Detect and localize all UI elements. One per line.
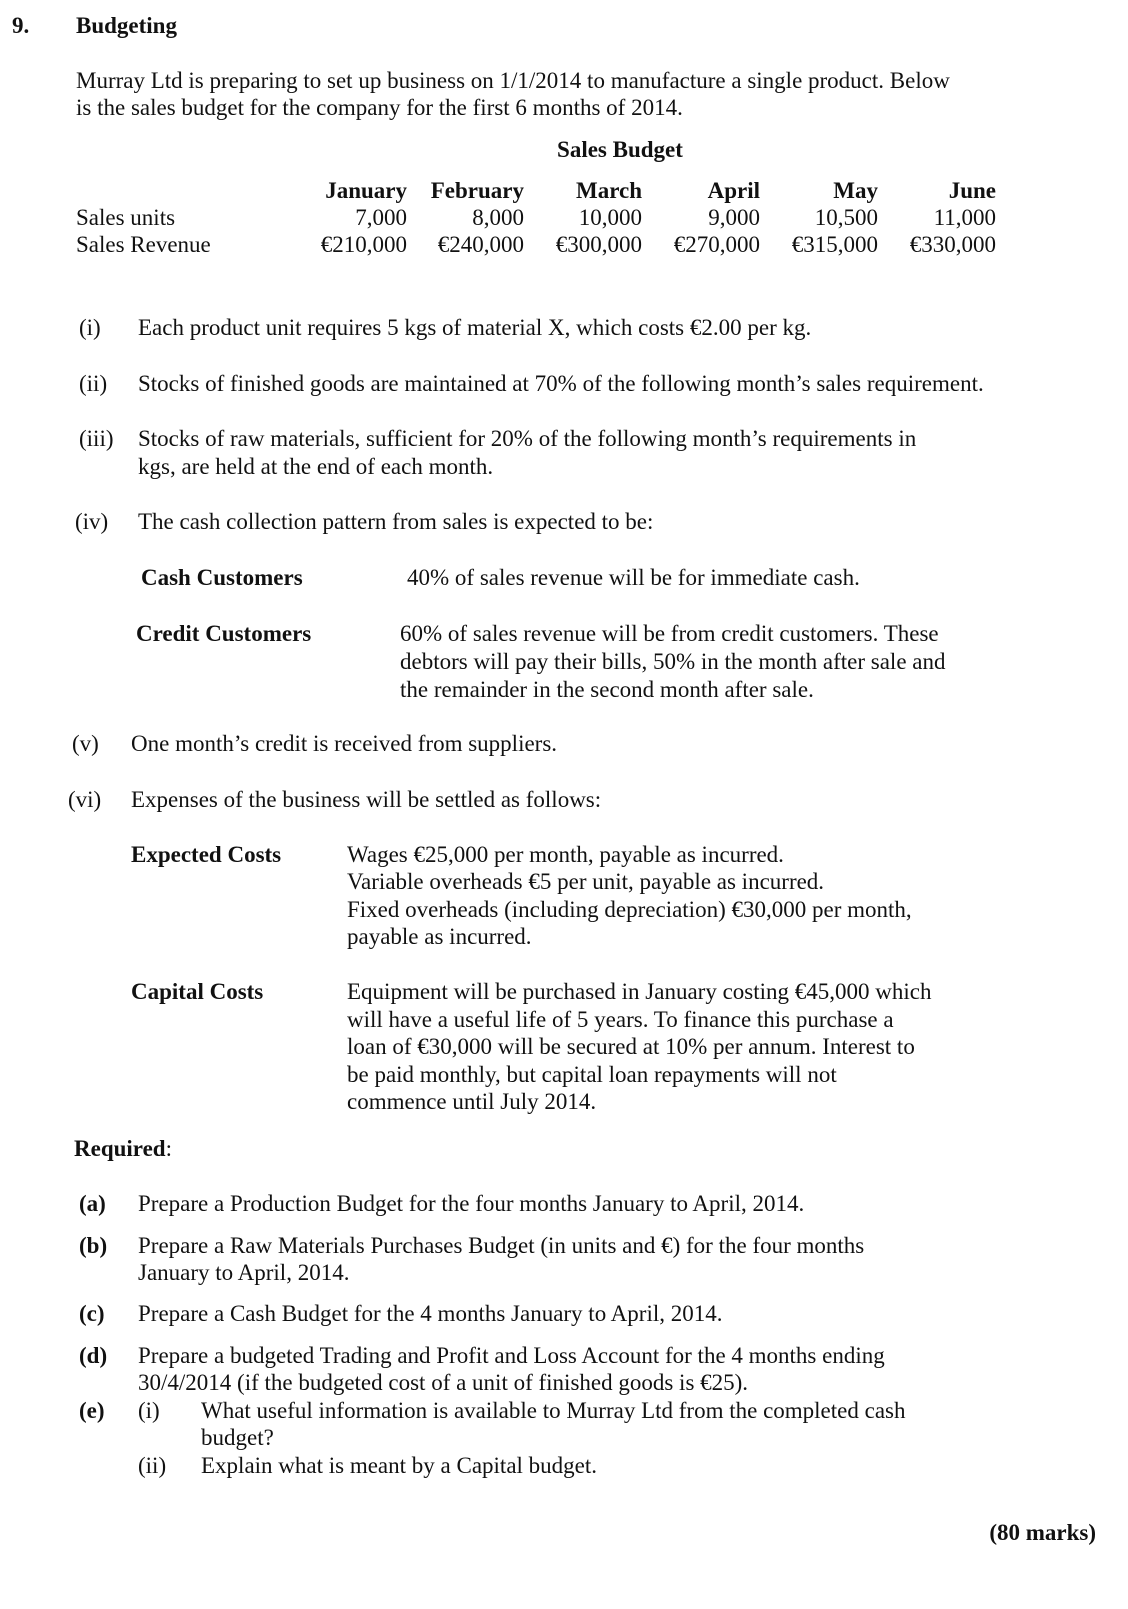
- table-cell: €240,000: [437, 232, 524, 257]
- sales-budget-title: Sales Budget: [557, 137, 683, 162]
- required-item-text: Prepare a Raw Materials Purchases Budget (in units and €) for the four months: [138, 1233, 865, 1258]
- required-item-text: 30/4/2014 (if the budgeted cost of a unit of finished goods is €25).: [138, 1370, 749, 1395]
- required-item-label: (e): [79, 1398, 105, 1423]
- credit-customers-label: Credit Customers: [136, 621, 312, 646]
- credit-customers-text: 60% of sales revenue will be from credit customers. These: [400, 621, 939, 646]
- intro-line-2: is the sales budget for the company for the first 6 months of 2014.: [76, 95, 683, 120]
- required-heading-colon: :: [165, 1136, 172, 1161]
- month-header: April: [707, 178, 760, 203]
- required-subitem-text: Explain what is meant by a Capital budget.: [201, 1453, 598, 1478]
- month-header: May: [833, 178, 878, 203]
- capital-costs-text: Equipment will be purchased in January costing €45,000 which: [347, 979, 932, 1004]
- capital-costs-text: will have a useful life of 5 years. To finance this purchase a: [347, 1007, 894, 1032]
- table-cell: 9,000: [708, 205, 760, 230]
- note-label: (ii): [79, 371, 108, 396]
- required-item-text: Prepare a Production Budget for the four months January to April, 2014.: [138, 1191, 805, 1216]
- required-item-text: Prepare a Cash Budget for the 4 months January to April, 2014.: [138, 1301, 723, 1326]
- note-text: Stocks of finished goods are maintained at 70% of the following month’s sales requirement.: [138, 371, 984, 396]
- table-cell: 10,000: [578, 205, 642, 230]
- note-label: (iv): [75, 509, 109, 534]
- expected-costs-text: Variable overheads €5 per unit, payable as incurred.: [347, 869, 825, 894]
- cash-customers-label: Cash Customers: [141, 565, 303, 590]
- note-text: Expenses of the business will be settled as follows:: [131, 787, 602, 812]
- required-heading-text: Required: [74, 1136, 166, 1161]
- credit-customers-text: debtors will pay their bills, 50% in the month after sale and: [400, 649, 946, 674]
- note-label: (vi): [68, 787, 102, 812]
- month-header: January: [325, 178, 407, 203]
- required-item-text: January to April, 2014.: [138, 1260, 350, 1285]
- question-number: 9.: [12, 13, 30, 38]
- required-item-label: (c): [79, 1301, 105, 1326]
- note-label: (i): [79, 315, 101, 340]
- table-cell: €210,000: [320, 232, 407, 257]
- credit-customers-text: the remainder in the second month after sale.: [400, 677, 814, 702]
- capital-costs-text: be paid monthly, but capital loan repayments will not: [347, 1062, 837, 1087]
- note-text: kgs, are held at the end of each month.: [138, 454, 494, 479]
- table-cell: €270,000: [673, 232, 760, 257]
- note-text: Each product unit requires 5 kgs of material X, which costs €2.00 per kg.: [138, 315, 812, 340]
- note-text: One month’s credit is received from suppliers.: [131, 731, 558, 756]
- marks: (80 marks): [989, 1520, 1096, 1545]
- capital-costs-label: Capital Costs: [131, 979, 264, 1004]
- required-subitem-text: What useful information is available to Murray Ltd from the completed cash: [201, 1398, 906, 1423]
- table-cell: €315,000: [791, 232, 878, 257]
- table-cell: 8,000: [472, 205, 524, 230]
- note-text: Stocks of raw materials, sufficient for 20% of the following month’s requirements in: [138, 426, 917, 451]
- capital-costs-text: loan of €30,000 will be secured at 10% per annum. Interest to: [347, 1034, 915, 1059]
- month-header: March: [575, 178, 642, 203]
- cash-customers-text: 40% of sales revenue will be for immediate cash.: [407, 565, 860, 590]
- table-cell: €330,000: [909, 232, 996, 257]
- intro-line-1: Murray Ltd is preparing to set up business on 1/1/2014 to manufacture a single product. Below: [76, 68, 950, 93]
- table-cell: 7,000: [355, 205, 407, 230]
- month-header: February: [430, 178, 524, 203]
- note-label: (v): [72, 731, 99, 756]
- row-label-sales-units: Sales units: [76, 205, 176, 230]
- table-cell: €300,000: [555, 232, 642, 257]
- required-subitem-text: budget?: [201, 1425, 274, 1450]
- required-item-label: (a): [79, 1191, 106, 1216]
- expected-costs-label: Expected Costs: [131, 842, 282, 867]
- required-subitem-label: (i): [138, 1398, 160, 1423]
- capital-costs-text: commence until July 2014.: [347, 1089, 597, 1114]
- month-header: June: [948, 178, 996, 203]
- row-label-sales-revenue: Sales Revenue: [76, 232, 211, 257]
- table-cell: 11,000: [933, 205, 996, 230]
- note-label: (iii): [79, 426, 114, 451]
- required-heading: [74, 1135, 172, 1163]
- required-item-label: (d): [79, 1343, 108, 1368]
- table-cell: 10,500: [814, 205, 878, 230]
- question-title: Budgeting: [76, 13, 177, 38]
- expected-costs-text: payable as incurred.: [347, 924, 532, 949]
- expected-costs-text: Fixed overheads (including depreciation) €30,000 per month,: [347, 897, 912, 922]
- expected-costs-text: Wages €25,000 per month, payable as incurred.: [347, 842, 784, 867]
- required-item-label: (b): [79, 1233, 108, 1258]
- required-subitem-label: (ii): [138, 1453, 167, 1478]
- required-item-text: Prepare a budgeted Trading and Profit and Loss Account for the 4 months ending: [138, 1343, 885, 1368]
- note-text: The cash collection pattern from sales is expected to be:: [138, 509, 654, 534]
